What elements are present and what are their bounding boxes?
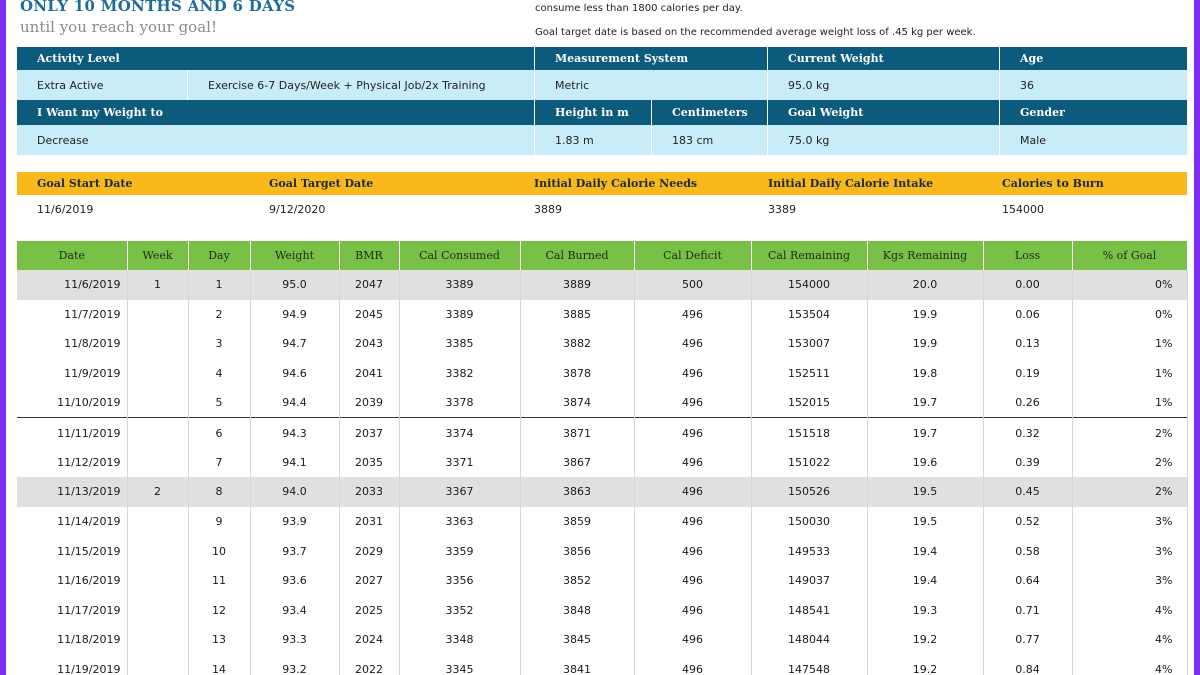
table-cell[interactable]: 11/13/2019 [17, 477, 127, 507]
table-row[interactable] [17, 418, 1187, 448]
table-cell[interactable]: 154000 [751, 270, 867, 300]
table-cell[interactable]: 0.06 [983, 300, 1072, 330]
table-cell[interactable]: 2024 [339, 625, 399, 655]
table-cell[interactable]: 496 [634, 596, 751, 626]
table-cell[interactable]: 11 [188, 566, 250, 596]
table-cell[interactable]: 3356 [399, 566, 520, 596]
table-cell[interactable]: 2% [1072, 418, 1187, 448]
current-weight-header: Current Weight [768, 47, 1000, 70]
table-cell[interactable]: 8 [188, 477, 250, 507]
column-header: Cal Burned [520, 241, 634, 270]
table-cell[interactable]: 496 [634, 388, 751, 418]
table-cell[interactable]: 152511 [751, 359, 867, 389]
table-cell[interactable]: 3371 [399, 448, 520, 478]
table-cell[interactable]: 2% [1072, 477, 1187, 507]
activity-description: Exercise 6-7 Days/Week + Physical Job/2x Training [188, 70, 535, 100]
table-cell[interactable]: 496 [634, 300, 751, 330]
table-cell[interactable]: 148541 [751, 596, 867, 626]
table-cell[interactable]: 2033 [339, 477, 399, 507]
table-cell[interactable]: 1% [1072, 329, 1187, 359]
table-cell[interactable]: 19.4 [867, 536, 983, 566]
table-cell[interactable]: 11/6/2019 [17, 270, 127, 300]
table-cell[interactable]: 3367 [399, 477, 520, 507]
table-cell[interactable]: 3352 [399, 596, 520, 626]
goal-start-date-input[interactable]: 11/6/2019 [17, 195, 249, 223]
table-cell[interactable]: 11/18/2019 [17, 625, 127, 655]
table-cell[interactable]: 496 [634, 507, 751, 537]
measurement-system-header: Measurement System [535, 47, 768, 70]
table-cell[interactable]: 0.64 [983, 566, 1072, 596]
weight-goal-select[interactable]: Decrease [17, 125, 535, 155]
table-cell[interactable]: 11/8/2019 [17, 329, 127, 359]
table-cell[interactable]: 0% [1072, 270, 1187, 300]
table-cell[interactable]: 496 [634, 448, 751, 478]
table-cell[interactable]: 496 [634, 566, 751, 596]
table-cell[interactable]: 19.5 [867, 477, 983, 507]
table-cell[interactable]: 0.58 [983, 536, 1072, 566]
table-cell[interactable]: 3359 [399, 536, 520, 566]
table-cell[interactable]: 2% [1072, 448, 1187, 478]
table-cell[interactable]: 3878 [520, 359, 634, 389]
table-cell[interactable]: 0.52 [983, 507, 1072, 537]
table-row[interactable] [17, 300, 1187, 330]
current-weight-input[interactable]: 95.0 kg [768, 70, 1000, 100]
table-cell[interactable]: 3345 [399, 655, 520, 675]
table-cell[interactable] [127, 596, 188, 626]
table-cell[interactable]: 3867 [520, 448, 634, 478]
table-cell[interactable] [127, 655, 188, 675]
age-header: Age [1000, 47, 1187, 70]
table-cell[interactable]: 3382 [399, 359, 520, 389]
table-cell[interactable]: 500 [634, 270, 751, 300]
table-cell[interactable]: 3389 [399, 270, 520, 300]
window-frame-left [0, 0, 6, 675]
table-cell[interactable]: 2041 [339, 359, 399, 389]
initial-calorie-intake-value: 3389 [748, 195, 982, 223]
table-row[interactable] [17, 507, 1187, 537]
table-cell[interactable]: 19.6 [867, 448, 983, 478]
table-cell[interactable]: 11/14/2019 [17, 507, 127, 537]
table-cell[interactable]: 19.7 [867, 418, 983, 448]
table-cell[interactable]: 151022 [751, 448, 867, 478]
table-row[interactable] [17, 270, 1187, 300]
column-header: Weight [250, 241, 339, 270]
table-cell[interactable]: 9 [188, 507, 250, 537]
table-cell[interactable]: 3378 [399, 388, 520, 418]
initial-calorie-intake-header: Initial Daily Calorie Intake [748, 172, 982, 195]
table-cell[interactable]: 2047 [339, 270, 399, 300]
target-date-note: Goal target date is based on the recommended average weight loss of .45 kg per week. [535, 27, 976, 38]
table-cell[interactable]: 3859 [520, 507, 634, 537]
table-cell[interactable]: 3845 [520, 625, 634, 655]
table-cell[interactable] [127, 507, 188, 537]
table-cell[interactable]: 3841 [520, 655, 634, 675]
table-cell[interactable]: 152015 [751, 388, 867, 418]
table-cell[interactable]: 94.9 [250, 300, 339, 330]
table-row[interactable] [17, 329, 1187, 359]
table-cell[interactable]: 150030 [751, 507, 867, 537]
table-row[interactable] [17, 655, 1187, 675]
initial-calorie-needs-value: 3889 [514, 195, 748, 223]
table-cell[interactable]: 2031 [339, 507, 399, 537]
table-cell[interactable]: 19.7 [867, 388, 983, 418]
table-cell[interactable]: 11/12/2019 [17, 448, 127, 478]
table-cell[interactable]: 149533 [751, 536, 867, 566]
goal-target-date-value: 9/12/2020 [249, 195, 514, 223]
profile-table-row1 [17, 47, 1187, 100]
table-cell[interactable] [127, 388, 188, 418]
table-cell[interactable]: 1% [1072, 388, 1187, 418]
table-cell[interactable]: 11/17/2019 [17, 596, 127, 626]
table-cell[interactable]: 10 [188, 536, 250, 566]
table-cell[interactable]: 0.77 [983, 625, 1072, 655]
table-cell[interactable]: 93.9 [250, 507, 339, 537]
column-header: % of Goal [1072, 241, 1187, 270]
table-cell[interactable]: 4% [1072, 596, 1187, 626]
table-cell[interactable]: 0.84 [983, 655, 1072, 675]
column-header: Kgs Remaining [867, 241, 983, 270]
weight-goal-header: I Want my Weight to [17, 100, 535, 125]
table-cell[interactable]: 1 [188, 270, 250, 300]
column-header: Week [127, 241, 188, 270]
table-cell[interactable]: 3374 [399, 418, 520, 448]
table-row[interactable] [17, 448, 1187, 478]
table-cell[interactable]: 12 [188, 596, 250, 626]
column-header: BMR [339, 241, 399, 270]
table-cell[interactable]: 496 [634, 329, 751, 359]
table-cell[interactable]: 11/9/2019 [17, 359, 127, 389]
centimeters-input[interactable]: 183 cm [652, 125, 768, 155]
table-cell[interactable]: 3% [1072, 536, 1187, 566]
table-cell[interactable]: 3363 [399, 507, 520, 537]
goal-summary-table [17, 172, 1187, 223]
table-cell[interactable]: 2039 [339, 388, 399, 418]
page-subtitle: until you reach your goal! [20, 18, 217, 36]
table-cell[interactable]: 3863 [520, 477, 634, 507]
table-cell[interactable]: 19.3 [867, 596, 983, 626]
table-cell[interactable]: 93.3 [250, 625, 339, 655]
table-cell[interactable]: 0.32 [983, 418, 1072, 448]
table-cell[interactable]: 20.0 [867, 270, 983, 300]
table-cell[interactable]: 94.7 [250, 329, 339, 359]
table-cell[interactable]: 19.2 [867, 655, 983, 675]
window-frame-right [1194, 0, 1200, 675]
goal-banner [20, 0, 295, 38]
weight-loss-log-table [17, 241, 1188, 675]
age-input[interactable]: 36 [1000, 70, 1187, 100]
table-cell[interactable]: 3871 [520, 418, 634, 448]
table-cell[interactable]: 496 [634, 536, 751, 566]
table-cell[interactable]: 496 [634, 655, 751, 675]
table-cell[interactable]: 94.1 [250, 448, 339, 478]
table-cell[interactable]: 3% [1072, 566, 1187, 596]
table-cell[interactable]: 149037 [751, 566, 867, 596]
table-cell[interactable]: 93.2 [250, 655, 339, 675]
table-cell[interactable]: 0.00 [983, 270, 1072, 300]
table-cell[interactable]: 3385 [399, 329, 520, 359]
table-cell[interactable] [127, 625, 188, 655]
table-cell[interactable]: 3348 [399, 625, 520, 655]
table-cell[interactable]: 2022 [339, 655, 399, 675]
centimeters-header: Centimeters [652, 100, 768, 125]
table-cell[interactable]: 19.9 [867, 329, 983, 359]
table-cell[interactable]: 11/19/2019 [17, 655, 127, 675]
table-cell[interactable]: 2045 [339, 300, 399, 330]
activity-description-header [188, 47, 535, 70]
column-header: Date [17, 241, 127, 270]
table-cell[interactable]: 4% [1072, 655, 1187, 675]
table-cell[interactable]: 3885 [520, 300, 634, 330]
table-cell[interactable]: 0.39 [983, 448, 1072, 478]
table-cell[interactable]: 2037 [339, 418, 399, 448]
table-cell[interactable]: 95.0 [250, 270, 339, 300]
table-cell[interactable]: 19.9 [867, 300, 983, 330]
height-m-value: 1.83 m [535, 125, 652, 155]
table-cell[interactable]: 496 [634, 359, 751, 389]
table-cell[interactable]: 93.7 [250, 536, 339, 566]
table-cell[interactable]: 2027 [339, 566, 399, 596]
table-cell[interactable]: 94.0 [250, 477, 339, 507]
page-title: ONLY 10 MONTHS AND 6 DAYS [20, 0, 296, 15]
table-row[interactable] [17, 388, 1187, 418]
table-cell[interactable]: 19.5 [867, 507, 983, 537]
table-cell[interactable]: 3852 [520, 566, 634, 596]
table-cell[interactable]: 150526 [751, 477, 867, 507]
table-cell[interactable]: 0.71 [983, 596, 1072, 626]
table-cell[interactable]: 0.45 [983, 477, 1072, 507]
table-cell[interactable]: 94.6 [250, 359, 339, 389]
column-header: Cal Remaining [751, 241, 867, 270]
table-cell[interactable]: 6 [188, 418, 250, 448]
table-cell[interactable] [127, 418, 188, 448]
table-cell[interactable]: 4 [188, 359, 250, 389]
goal-start-date-header: Goal Start Date [17, 172, 249, 195]
table-row[interactable] [17, 596, 1187, 626]
table-cell[interactable]: 2043 [339, 329, 399, 359]
activity-level-select[interactable]: Extra Active [17, 70, 188, 100]
table-cell[interactable]: 19.8 [867, 359, 983, 389]
table-cell[interactable]: 19.4 [867, 566, 983, 596]
table-cell[interactable]: 7 [188, 448, 250, 478]
table-cell[interactable]: 19.2 [867, 625, 983, 655]
height-m-header: Height in m [535, 100, 652, 125]
measurement-system-select[interactable]: Metric [535, 70, 768, 100]
table-cell[interactable]: 3848 [520, 596, 634, 626]
table-cell[interactable] [127, 566, 188, 596]
profile-table-row2 [17, 100, 1187, 155]
table-cell[interactable]: 2029 [339, 536, 399, 566]
table-cell[interactable] [127, 329, 188, 359]
table-cell[interactable]: 93.4 [250, 596, 339, 626]
table-cell[interactable] [127, 536, 188, 566]
calorie-note: consume less than 1800 calories per day. [535, 3, 743, 14]
table-cell[interactable]: 148044 [751, 625, 867, 655]
table-cell[interactable]: 2025 [339, 596, 399, 626]
column-header: Day [188, 241, 250, 270]
table-cell[interactable]: 1% [1072, 359, 1187, 389]
table-row[interactable] [17, 477, 1187, 507]
gender-select[interactable]: Male [1000, 125, 1187, 155]
table-cell[interactable]: 94.3 [250, 418, 339, 448]
table-cell[interactable]: 3889 [520, 270, 634, 300]
table-row[interactable] [17, 625, 1187, 655]
table-cell[interactable]: 153007 [751, 329, 867, 359]
column-header: Loss [983, 241, 1072, 270]
table-cell[interactable]: 11/7/2019 [17, 300, 127, 330]
table-cell[interactable]: 13 [188, 625, 250, 655]
table-cell[interactable]: 94.4 [250, 388, 339, 418]
table-cell[interactable]: 153504 [751, 300, 867, 330]
table-cell[interactable]: 11/11/2019 [17, 418, 127, 448]
table-row[interactable] [17, 359, 1187, 389]
table-cell[interactable]: 0.13 [983, 329, 1072, 359]
table-cell[interactable]: 147548 [751, 655, 867, 675]
table-cell[interactable]: 2035 [339, 448, 399, 478]
table-cell[interactable]: 11/16/2019 [17, 566, 127, 596]
table-cell[interactable]: 3882 [520, 329, 634, 359]
table-cell[interactable]: 1 [127, 270, 188, 300]
table-cell[interactable]: 3% [1072, 507, 1187, 537]
activity-level-header: Activity Level [17, 47, 188, 70]
table-cell[interactable]: 0.19 [983, 359, 1072, 389]
gender-header: Gender [1000, 100, 1187, 125]
column-header: Cal Consumed [399, 241, 520, 270]
table-cell[interactable]: 2 [127, 477, 188, 507]
goal-weight-header: Goal Weight [768, 100, 1000, 125]
table-cell[interactable]: 0.26 [983, 388, 1072, 418]
table-cell[interactable]: 3874 [520, 388, 634, 418]
table-cell[interactable] [127, 448, 188, 478]
table-cell[interactable]: 3856 [520, 536, 634, 566]
calories-to-burn-value: 154000 [982, 195, 1187, 223]
table-cell[interactable] [127, 300, 188, 330]
table-row[interactable] [17, 536, 1187, 566]
table-cell[interactable]: 496 [634, 477, 751, 507]
initial-calorie-needs-header: Initial Daily Calorie Needs [514, 172, 748, 195]
goal-target-date-header: Goal Target Date [249, 172, 514, 195]
table-cell[interactable]: 11/10/2019 [17, 388, 127, 418]
column-header: Cal Deficit [634, 241, 751, 270]
table-cell[interactable]: 93.6 [250, 566, 339, 596]
log-header-row [17, 241, 1187, 270]
calories-to-burn-header: Calories to Burn [982, 172, 1187, 195]
table-cell[interactable]: 3 [188, 329, 250, 359]
table-cell[interactable]: 2 [188, 300, 250, 330]
table-cell[interactable]: 14 [188, 655, 250, 675]
table-cell[interactable]: 0% [1072, 300, 1187, 330]
table-row[interactable] [17, 566, 1187, 596]
table-cell[interactable]: 3389 [399, 300, 520, 330]
table-cell[interactable] [127, 359, 188, 389]
table-cell[interactable]: 4% [1072, 625, 1187, 655]
goal-weight-input[interactable]: 75.0 kg [768, 125, 1000, 155]
table-cell[interactable]: 496 [634, 418, 751, 448]
table-cell[interactable]: 151518 [751, 418, 867, 448]
table-cell[interactable]: 5 [188, 388, 250, 418]
table-cell[interactable]: 11/15/2019 [17, 536, 127, 566]
table-cell[interactable]: 496 [634, 625, 751, 655]
